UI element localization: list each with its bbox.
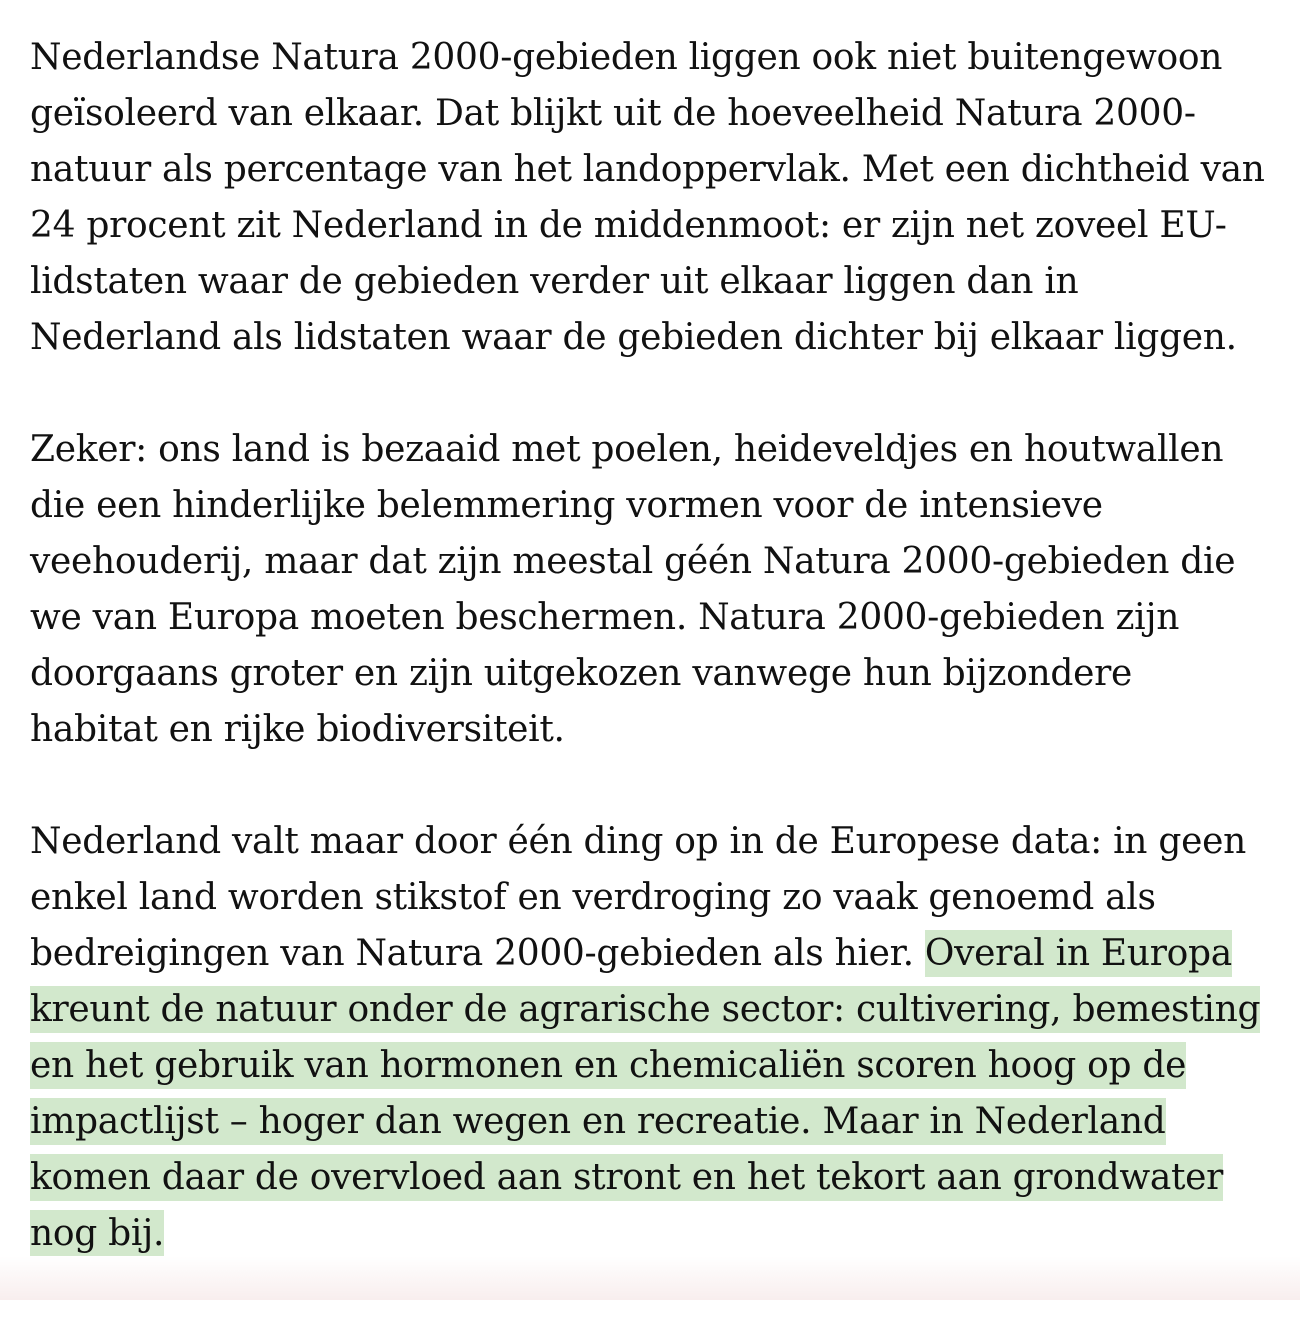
highlighted-text[interactable]: Overal in Europa kreunt de natuur onder de agrarische sector: cultivering, bemesting en het gebruik van hormonen en chemicaliën scoren hoog op de impactlijst – hoger dan wegen en recreatie. Maar in Nederland komen daar de overvloed aan stront en het tekort aan grondwater nog bij. [30,930,1260,1257]
paragraph-natura-density: Nederlandse Natura 2000-gebieden liggen ook niet buitengewoon geïsoleerd van elkaar. Dat blijkt uit de hoeveelheid Natura 2000-natuur als percentage van het landoppervlak. Met een dichtheid van 24 procent zit Nederland in de middenmoot: er zijn net zoveel EU-lidstaten waar de gebieden verder uit elkaar liggen dan in Nederland als lidstaten waar de gebieden dichter bij elkaar liggen. [30,37,1265,358]
article-body [30,30,1270,1318]
paragraph-text: Nederland valt maar door één ding op in de Europese data: in geen enkel land worden stikstof en verdroging zo vaak genoemd als bedreigingen van Natura 2000-gebieden als hier. [30,821,1246,974]
paragraph-ponds-heathland: Zeker: ons land is bezaaid met poelen, heideveldjes en houtwallen die een hinderlijke belemmering vormen voor de intensieve veehouderij, maar dat zijn meestal géén Natura 2000-gebieden die we van Europa moeten beschermen. Natura 2000-gebieden zijn doorgaans groter en zijn uitgekozen vanwege hun bijzondere habitat en rijke biodiversiteit. [30,429,1236,750]
page-bottom-fade [0,1256,1300,1300]
paragraph-nitrogen-threats [30,814,1270,1262]
